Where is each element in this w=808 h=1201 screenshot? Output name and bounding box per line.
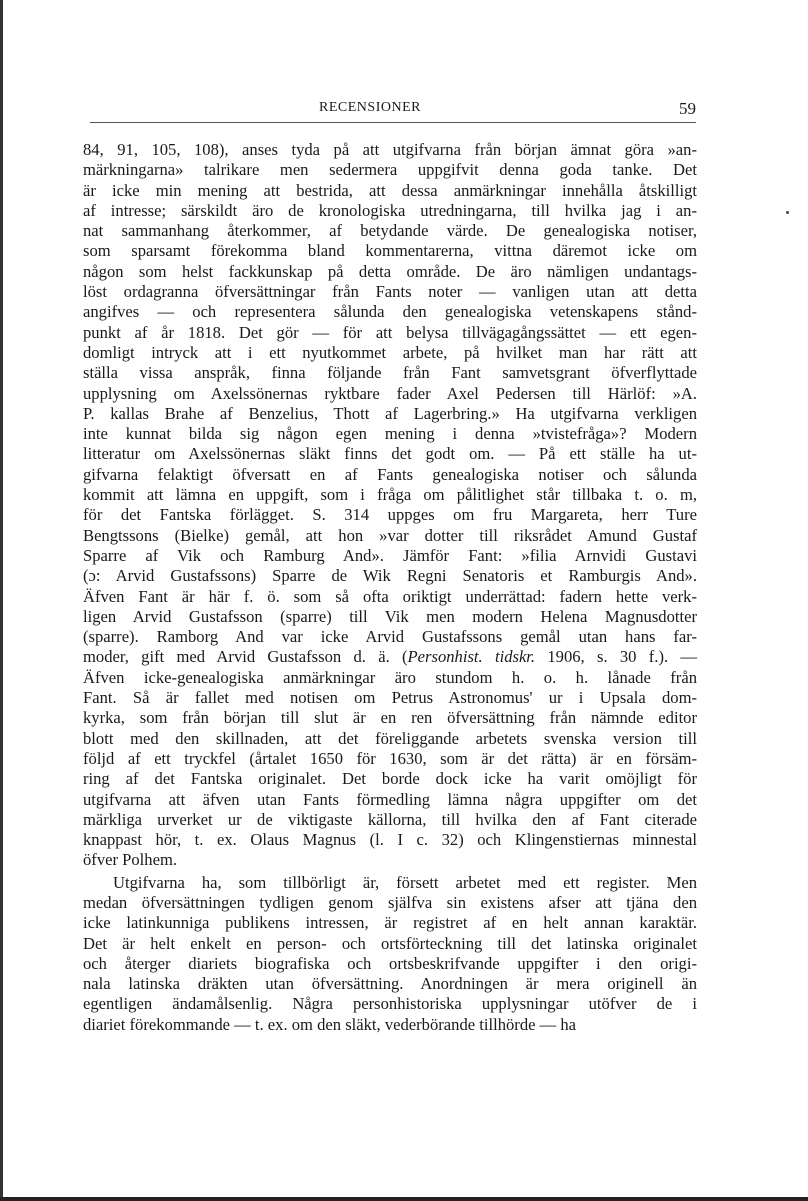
text-line: ställa vissa anspråk, finna följande från Fant samvetsgrant öfverflyttade bbox=[83, 363, 697, 383]
text-line: kommit att lämna en uppgift, som i fråga om pålitlighet står tillbaka t. o. m, bbox=[83, 485, 697, 505]
text-line: Det är helt enkelt en person- och ortsförteckning till det latinska originalet bbox=[83, 933, 697, 953]
scan-edge-left bbox=[0, 0, 3, 1201]
page-number: 59 bbox=[679, 99, 696, 118]
text-line: moder, gift med Arvid Gustafsson d. ä. (Personhist. tidskr. 1906, s. 30 f.). — bbox=[83, 647, 697, 667]
text-line: Fant. Så är fallet med notisen om Petrus Astronomus' ur i Upsala dom- bbox=[83, 688, 697, 708]
text-line: kyrka, som från början till slut är en ren öfversättning från nämnde editor bbox=[83, 708, 697, 728]
text-line: för det Fantska förlägget. S. 314 uppges om fru Margareta, herr Ture bbox=[83, 505, 697, 525]
text-line: icke latinkunniga publikens intressen, är registret af en helt annan karaktär. bbox=[83, 913, 697, 933]
text-line: upplysning om Axelssönernas ryktbare fader Axel Pedersen till Härlöf: »A. bbox=[83, 383, 697, 403]
text-line: (ɔ: Arvid Gustafssons) Sparre de Wik Regni Senatoris et Ramburgis And». bbox=[83, 566, 697, 586]
text-line: ring af det Fantska originalet. Det borde dock icke ha varit omöjligt för bbox=[83, 769, 697, 789]
text-line: är icke min mening att bestrida, att dessa anmärkningar innehålla åtskilligt bbox=[83, 180, 697, 200]
text-line: domligt intryck att i ett nyutkommet arbete, på hvilket man har rätt att bbox=[83, 342, 697, 362]
text-line: Sparre af Vik och Ramburg And». Jämför Fant: »filia Arnvidi Gustavi bbox=[83, 545, 697, 565]
text-line: märkliga urverket ur de viktigaste källorna, till hvilka den af Fant citerade bbox=[83, 809, 697, 829]
text-line: litteratur om Axelssönernas släkt finns det godt om. — På ett ställe ha ut- bbox=[83, 444, 697, 464]
text-line: diariet förekommande — t. ex. om den släkt, vederbörande tillhörde — ha bbox=[83, 1014, 577, 1034]
journal-title: Personhist. tidskr. bbox=[407, 647, 536, 667]
text-line: öfver Polhem. bbox=[83, 850, 178, 870]
text-line: gifvarna felaktigt öfversatt en af Fants genealogiska notiser och sålunda bbox=[83, 464, 697, 484]
text-line: någon som helst fackkunskap på detta område. De äro nämligen undantags- bbox=[83, 261, 697, 281]
text-line: som sparsamt förekomma bland kommentarerna, vittna däremot icke om bbox=[83, 241, 697, 261]
text-line: P. kallas Brahe af Benzelius, Thott af Lagerbring.» Ha utgifvarna verkligen bbox=[83, 403, 697, 423]
text-line: nat sammanhang återkommer, af betydande värde. De genealogiska notiser, bbox=[83, 221, 697, 241]
scan-speck bbox=[786, 211, 789, 214]
text-line: och återger diariets biografiska och ortsbeskrifvande uppgifter i den origi- bbox=[83, 953, 697, 973]
text-line: Bengtssons (Bielke) gemål, att hon »var dotter till riksrådet Amund Gustaf bbox=[83, 525, 697, 545]
text-line: (sparre). Ramborg And var icke Arvid Gustafssons gemål utan hans far- bbox=[83, 627, 697, 647]
text-line: 84, 91, 105, 108), anses tyda på att utgifvarna från början ämnat göra »an- bbox=[83, 140, 697, 159]
text-line: utgifvarna att äfven utan Fants förmedling lämna några uppgifter om det bbox=[83, 789, 697, 809]
text-line: punkt af år 1818. Det gör — för att belysa tillvägagångssättet — ett egen- bbox=[83, 322, 697, 342]
text-line: följd af ett tryckfel (årtalet 1650 för 1630, som är det rätta) är en försäm- bbox=[83, 748, 697, 768]
paragraph-2 bbox=[83, 873, 697, 1035]
text-line: angifves — och representera sålunda den genealogiska vetenskapens stånd- bbox=[83, 302, 697, 322]
text-line: blott med den skillnaden, att det föreliggande arbetets svenska version till bbox=[83, 728, 697, 748]
text-line: egentligen ändamålsenlig. Några personhistoriska upplysningar utöfver de i bbox=[83, 994, 697, 1014]
paragraph-1 bbox=[83, 140, 697, 871]
body-text bbox=[83, 140, 697, 1035]
text-line: märkningarna» talrikare men sedermera uppgifvit denna goda tanke. Det bbox=[83, 160, 697, 180]
text-line: nala latinska dräkten utan öfversättning. Anordningen är mera originell än bbox=[83, 974, 697, 994]
text-line: Utgifvarna ha, som tillbörligt är, försett arbetet med ett register. Men bbox=[113, 872, 697, 892]
text-line: inte kunnat bilda sig någon egen mening i denna »tvistefråga»? Modern bbox=[83, 424, 697, 444]
text-line: ligen Arvid Gustafsson (sparre) till Vik men modern Helena Magnusdotter bbox=[83, 606, 697, 626]
text-line: Äfven icke-genealogiska anmärkningar äro stundom h. o. h. lånade från bbox=[83, 667, 697, 687]
text-line: medan öfversättningen tydligen genom själfva sin existens afser att tjäna den bbox=[83, 892, 697, 912]
scan-edge-bottom bbox=[0, 1197, 808, 1201]
running-head bbox=[90, 100, 696, 123]
text-line: af intresse; särskildt äro de kronologiska utredningarna, till hvilka jag i an- bbox=[83, 200, 697, 220]
text-line: knappast hör, t. ex. Olaus Magnus (l. I c. 32) och Klingenstiernas minnestal bbox=[83, 830, 697, 850]
running-head-title: RECENSIONER bbox=[319, 100, 421, 115]
text-line: Äfven Fant är här f. ö. som så ofta oriktigt underrättad: fadern hette verk- bbox=[83, 586, 697, 606]
text-line: löst ordagranna öfversättningar från Fants noter — vanligen utan att detta bbox=[83, 282, 697, 302]
